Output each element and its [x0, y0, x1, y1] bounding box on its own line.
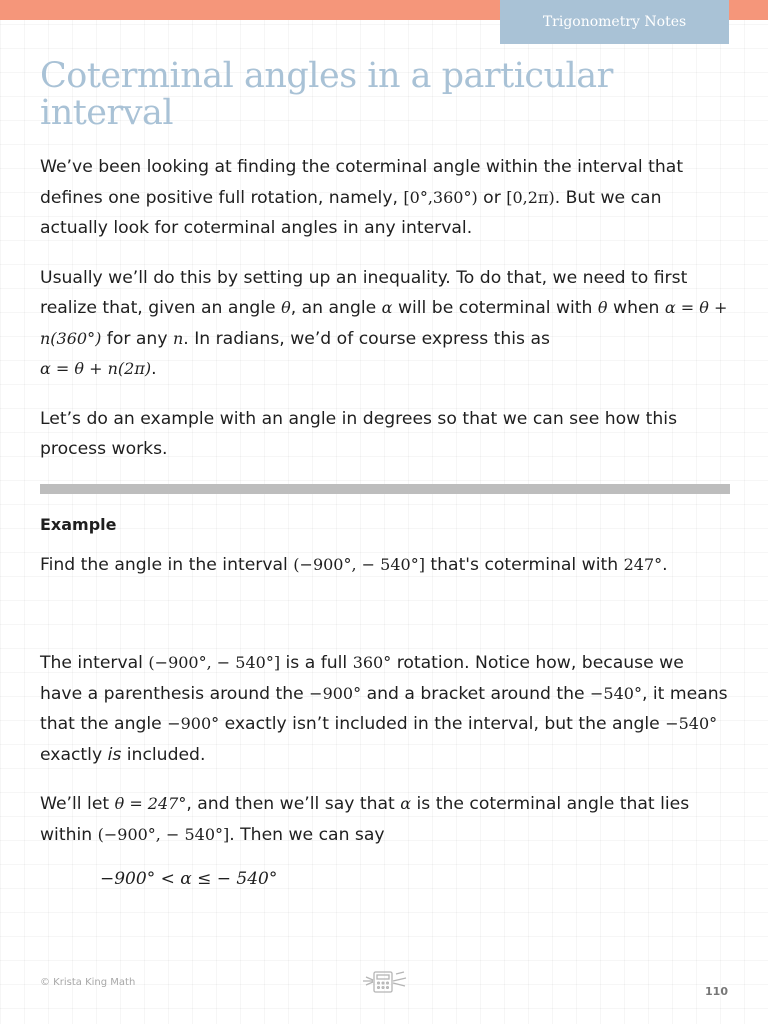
- text: We’ll let: [40, 794, 115, 814]
- emphasis: is: [107, 744, 122, 765]
- text: that's coterminal with: [424, 554, 624, 575]
- divider: [40, 484, 730, 494]
- text: , it means that the angle: [40, 683, 728, 734]
- text: is a full: [280, 653, 353, 673]
- text: .: [151, 359, 157, 379]
- page-title: Coterminal angles in a particular interval: [40, 56, 613, 133]
- calculator-logo-icon: [362, 968, 408, 998]
- text: for any: [101, 328, 173, 349]
- text: . In radians, we’d of course express this as: [183, 328, 550, 349]
- math: −900°: [309, 683, 362, 703]
- solution-paragraph: [40, 648, 730, 770]
- text: The interval: [40, 653, 149, 673]
- main-content: [40, 152, 730, 889]
- text: Find the angle in the interval: [40, 554, 294, 575]
- math: (−900°, − 540°]: [97, 824, 230, 844]
- math: θ: [597, 298, 608, 317]
- text: or: [477, 187, 507, 208]
- math: 247°: [623, 554, 663, 574]
- text: . Then we can say: [229, 824, 385, 845]
- math: [0°,360°): [403, 187, 478, 207]
- text: will be coterminal with: [392, 298, 598, 318]
- math: 360°: [352, 653, 392, 672]
- setup-paragraph: [40, 789, 730, 850]
- math: [0,2π): [506, 187, 555, 207]
- intro-paragraph: [40, 152, 730, 244]
- math: α = θ + n(360°): [40, 298, 728, 348]
- math: α: [381, 298, 393, 317]
- text: and a bracket around the: [361, 683, 591, 704]
- text: . But we can actually look for coterminal angles in any interval.: [40, 187, 662, 238]
- text: rotation. Notice how, because we have a parenthesis around the: [40, 653, 684, 704]
- inequality-paragraph: [40, 263, 730, 385]
- math: θ = 247°: [114, 794, 187, 813]
- page-number: 110: [705, 985, 728, 998]
- example-question: [40, 550, 730, 581]
- math: −540°: [590, 683, 642, 703]
- text: exactly isn’t included in the interval, but the angle: [219, 714, 666, 734]
- text: is the coterminal angle that lies within: [40, 794, 690, 845]
- text: .: [662, 554, 668, 575]
- text: when: [607, 298, 665, 318]
- text: included.: [121, 744, 206, 765]
- math: α: [400, 794, 412, 813]
- text: Usually we’ll do this by setting up an inequality. To do that, we need to first realize that, given an angle: [40, 267, 688, 318]
- inequality-display: −900° < α ≤ − 540°: [100, 869, 278, 889]
- text: , and then we’ll say that: [186, 794, 401, 814]
- math: θ: [281, 298, 291, 317]
- math: (−900°, − 540°]: [148, 653, 281, 672]
- text: , an angle: [290, 298, 382, 318]
- math: −540°: [665, 714, 718, 733]
- math: −900°: [167, 714, 220, 733]
- header-tab: Trigonometry Notes: [500, 0, 729, 44]
- text: We’ve been looking at finding the coterminal angle within the interval that defines one positive full rotation, namely,: [40, 157, 684, 208]
- math: n: [172, 328, 184, 348]
- copyright: © Krista King Math: [40, 977, 136, 988]
- example-intro-paragraph: Let’s do an example with an angle in degrees so that we can see how this process works.: [40, 408, 678, 459]
- text: exactly: [40, 744, 108, 765]
- example-label: Example: [40, 514, 117, 534]
- math: α = θ + n(2π): [40, 359, 152, 378]
- math: (−900°, − 540°]: [293, 554, 425, 574]
